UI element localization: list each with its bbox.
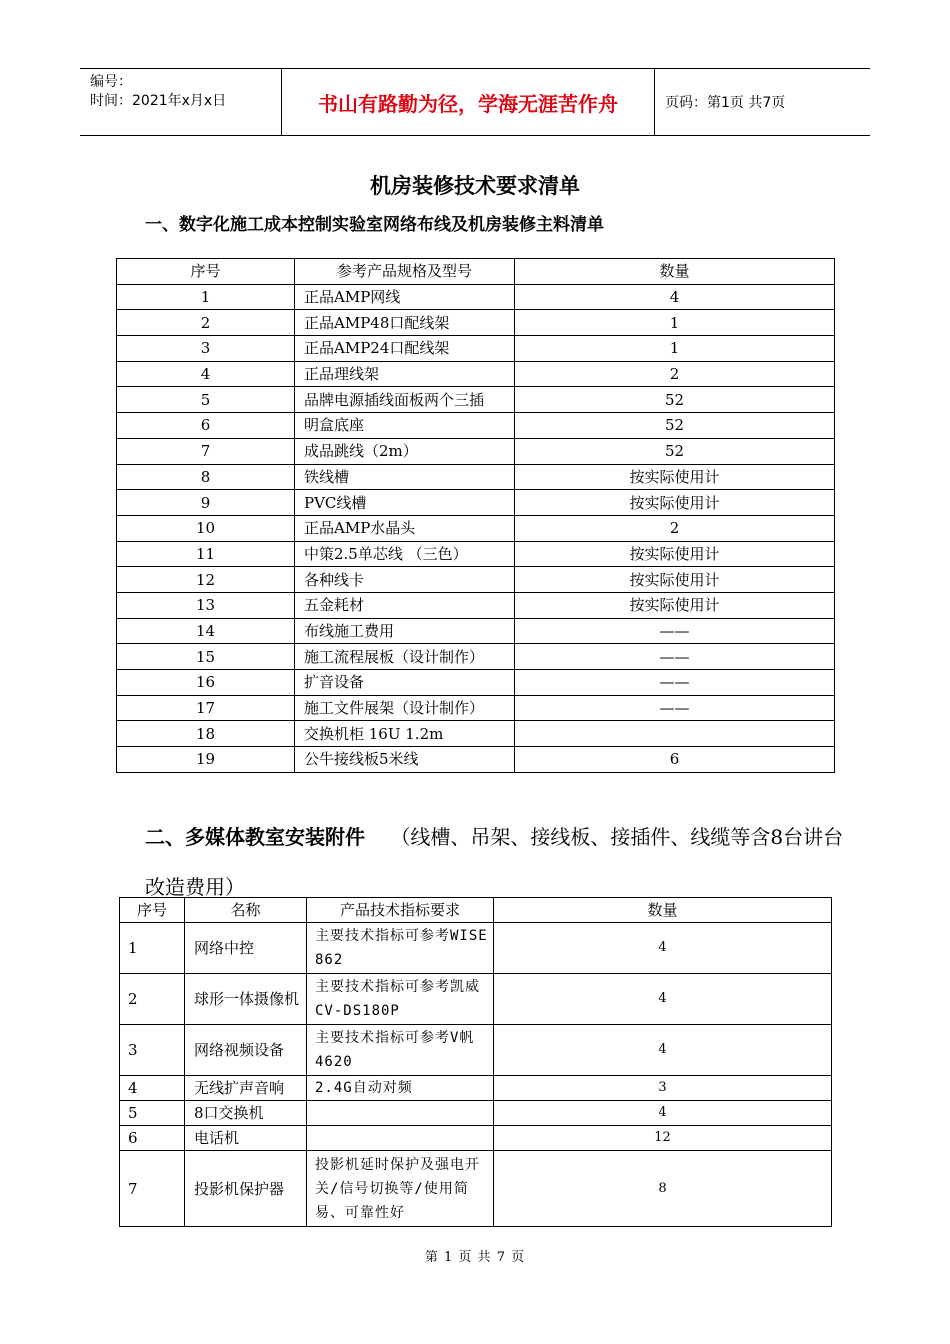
table-row: [117, 387, 835, 413]
row-qty: 4: [494, 1101, 832, 1126]
row-qty: 4: [494, 974, 832, 1025]
row-spec: 投影机延时保护及强电开关/信号切换等/使用简易、可靠性好: [307, 1151, 494, 1227]
row-spec: 正品AMP48口配线架: [295, 310, 515, 336]
page-header: [80, 68, 870, 136]
table-row: [117, 721, 835, 747]
row-no: 2: [120, 974, 185, 1025]
row-qty: 52: [515, 438, 835, 464]
row-spec: 主要技术指标可参考V帆4620: [307, 1025, 494, 1076]
row-qty: 12: [494, 1126, 832, 1151]
table-header-row: [117, 259, 835, 285]
row-no: 5: [117, 387, 295, 413]
row-no: 5: [120, 1101, 185, 1126]
table-row: [117, 515, 835, 541]
row-spec: 正品理线架: [295, 361, 515, 387]
page-footer: 第 1 页 共 7 页: [424, 1250, 526, 1265]
row-qty: 52: [515, 413, 835, 439]
row-qty: ——: [515, 695, 835, 721]
row-qty: [515, 721, 835, 747]
section2-heading-rest: （线槽、吊架、接线板、接插件、线缆等含8台讲台改造费用）: [145, 825, 844, 899]
header-info: [80, 69, 282, 135]
row-no: 6: [117, 413, 295, 439]
col-header-spec: 参考产品规格及型号: [295, 259, 515, 285]
row-spec: 明盒底座: [295, 413, 515, 439]
row-spec: [307, 1101, 494, 1126]
row-spec: PVC线槽: [295, 490, 515, 516]
table-row: [117, 592, 835, 618]
col-header-no: 序号: [120, 898, 185, 923]
row-no: 2: [117, 310, 295, 336]
row-name: 无线扩声音响: [185, 1076, 307, 1101]
col-header-no: 序号: [117, 259, 295, 285]
col-header-name: 名称: [185, 898, 307, 923]
row-qty: 1: [515, 336, 835, 362]
row-qty: 按实际使用计: [515, 464, 835, 490]
table-row: [120, 1076, 832, 1101]
row-no: 1: [117, 284, 295, 310]
row-qty: 4: [515, 284, 835, 310]
row-name: 球形一体摄像机: [185, 974, 307, 1025]
header-motto: 书山有路勤为径，学海无涯苦作舟: [282, 69, 655, 135]
row-spec: 交换机柜 16U 1.2m: [295, 721, 515, 747]
col-header-spec: 产品技术指标要求: [307, 898, 494, 923]
row-name: 8口交换机: [185, 1101, 307, 1126]
row-no: 13: [117, 592, 295, 618]
row-spec: 扩音设备: [295, 670, 515, 696]
row-spec: 公牛接线板5米线: [295, 747, 515, 773]
row-qty: 2: [515, 515, 835, 541]
row-qty: 2: [515, 361, 835, 387]
row-no: 7: [120, 1151, 185, 1227]
row-no: 12: [117, 567, 295, 593]
multimedia-table-body: [120, 923, 832, 1227]
row-spec: 品牌电源插线面板两个三插: [295, 387, 515, 413]
row-qty: 按实际使用计: [515, 490, 835, 516]
table-row: [117, 644, 835, 670]
table-row: [117, 310, 835, 336]
row-no: 11: [117, 541, 295, 567]
row-no: 6: [120, 1126, 185, 1151]
row-no: 14: [117, 618, 295, 644]
row-no: 4: [117, 361, 295, 387]
row-qty: 1: [515, 310, 835, 336]
table-row: [117, 464, 835, 490]
table-row: [120, 1126, 832, 1151]
table-row: [120, 974, 832, 1025]
row-spec: 正品AMP网线: [295, 284, 515, 310]
header-page-number: 页码：第1页 共7页: [665, 95, 786, 111]
table-row: [117, 284, 835, 310]
row-no: 19: [117, 747, 295, 773]
row-qty: 8: [494, 1151, 832, 1227]
row-name: 网络中控: [185, 923, 307, 974]
section2-heading-bold: 二、多媒体教室安装附件: [145, 825, 365, 849]
row-qty: 4: [494, 923, 832, 974]
table-row: [117, 490, 835, 516]
row-qty: 3: [494, 1076, 832, 1101]
table-row: [117, 361, 835, 387]
multimedia-table: [119, 897, 832, 1227]
row-spec: 铁线槽: [295, 464, 515, 490]
row-no: 1: [120, 923, 185, 974]
row-spec: 布线施工费用: [295, 618, 515, 644]
row-qty: ——: [515, 670, 835, 696]
row-no: 7: [117, 438, 295, 464]
row-qty: 按实际使用计: [515, 541, 835, 567]
section1-heading: 一、数字化施工成本控制实验室网络布线及机房装修主料清单: [145, 215, 604, 235]
row-qty: 4: [494, 1025, 832, 1076]
row-spec: 施工流程展板（设计制作）: [295, 644, 515, 670]
row-no: 8: [117, 464, 295, 490]
row-no: 10: [117, 515, 295, 541]
row-no: 16: [117, 670, 295, 696]
table-row: [117, 567, 835, 593]
table-row: [117, 336, 835, 362]
row-qty: 6: [515, 747, 835, 773]
row-qty: 52: [515, 387, 835, 413]
code-label: 编号：: [90, 74, 132, 90]
row-qty: 按实际使用计: [515, 567, 835, 593]
row-no: 3: [120, 1025, 185, 1076]
table-row: [117, 413, 835, 439]
table-header-row: [120, 898, 832, 923]
row-no: 9: [117, 490, 295, 516]
row-qty: ——: [515, 644, 835, 670]
col-header-qty: 数量: [515, 259, 835, 285]
table-row: [117, 541, 835, 567]
table-row: [117, 670, 835, 696]
row-spec: 正品AMP24口配线架: [295, 336, 515, 362]
table-row: [117, 438, 835, 464]
row-name: 投影机保护器: [185, 1151, 307, 1227]
table-row: [120, 1101, 832, 1126]
materials-table: [116, 258, 835, 773]
table-row: [120, 1025, 832, 1076]
col-header-qty: 数量: [494, 898, 832, 923]
row-spec: 正品AMP水晶头: [295, 515, 515, 541]
row-spec: 成品跳线（2m）: [295, 438, 515, 464]
row-no: 18: [117, 721, 295, 747]
row-name: 网络视频设备: [185, 1025, 307, 1076]
row-no: 15: [117, 644, 295, 670]
row-qty: 按实际使用计: [515, 592, 835, 618]
row-spec: 主要技术指标可参考凯威CV-DS180P: [307, 974, 494, 1025]
row-qty: ——: [515, 618, 835, 644]
row-spec: 2.4G自动对频: [307, 1076, 494, 1101]
table-row: [117, 695, 835, 721]
row-no: 4: [120, 1076, 185, 1101]
row-spec: 中策2.5单芯线 （三色）: [295, 541, 515, 567]
row-name: 电话机: [185, 1126, 307, 1151]
table-row: [120, 1151, 832, 1227]
row-spec: 五金耗材: [295, 592, 515, 618]
row-no: 17: [117, 695, 295, 721]
time-text: 时间：2021年x月x日: [90, 93, 227, 109]
row-spec: 主要技术指标可参考WISE 862: [307, 923, 494, 974]
row-spec: 施工文件展架（设计制作）: [295, 695, 515, 721]
table-row: [117, 747, 835, 773]
table-row: [120, 923, 832, 974]
materials-table-body: [117, 284, 835, 772]
document-title: 机房装修技术要求清单: [370, 174, 580, 198]
row-spec: [307, 1126, 494, 1151]
row-no: 3: [117, 336, 295, 362]
table-row: [117, 618, 835, 644]
row-spec: 各种线卡: [295, 567, 515, 593]
